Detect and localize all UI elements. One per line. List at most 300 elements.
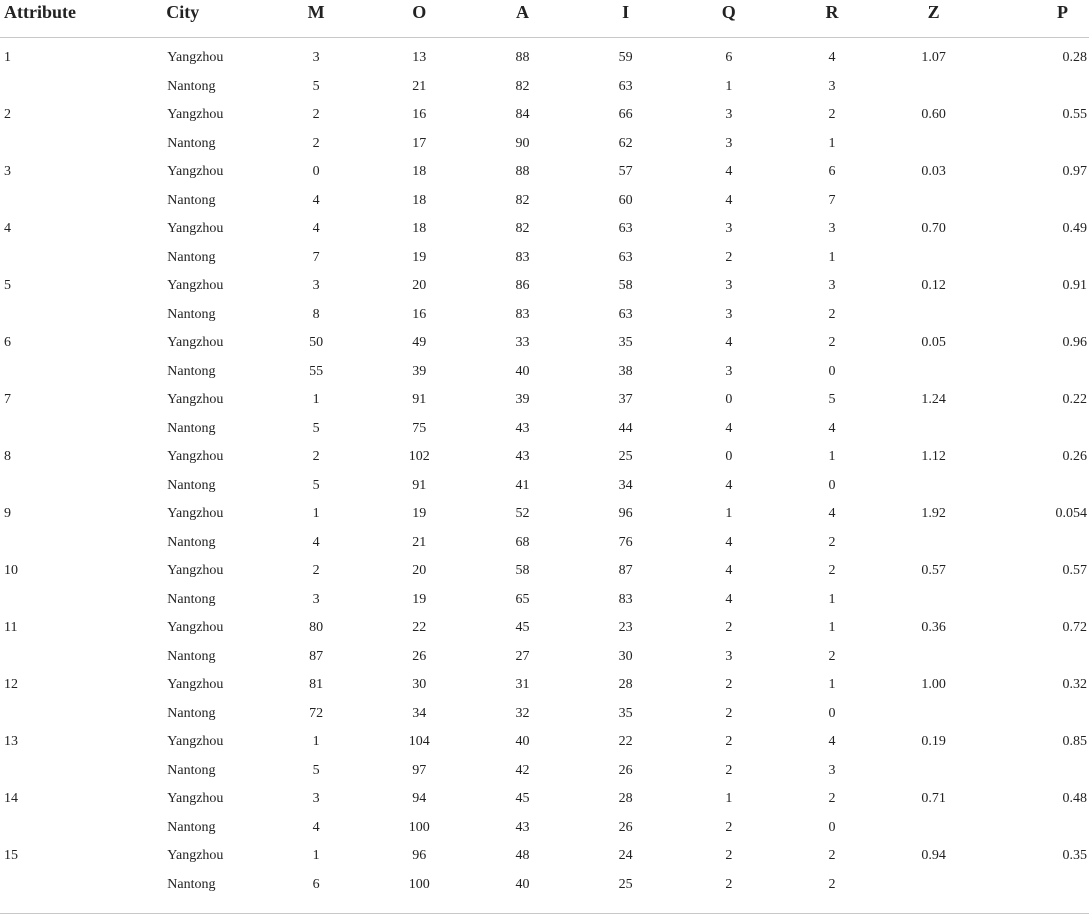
cell-r: 1 (828, 135, 836, 151)
cell-attribute: 14 (4, 791, 18, 806)
cell-attribute (0, 814, 164, 843)
cell-city: Yangzhou (167, 50, 224, 65)
cell-p: 0.91 (1062, 278, 1087, 293)
cell-q: 2 (725, 705, 733, 721)
table-row (0, 643, 1089, 672)
cell-i: 59 (618, 50, 633, 65)
cell-m: 1 (312, 848, 320, 863)
cell-a: 68 (515, 534, 530, 550)
cell-q: 4 (725, 420, 733, 436)
table-row (0, 130, 1089, 159)
cell-attribute: 6 (4, 335, 11, 350)
cell-p (984, 244, 1089, 273)
cell-p (984, 586, 1089, 615)
cell-z (884, 529, 984, 558)
cell-q: 3 (725, 648, 733, 664)
cell-m: 3 (312, 591, 320, 607)
table-row (0, 73, 1089, 102)
cell-o: 97 (412, 762, 427, 778)
table-row (0, 187, 1089, 216)
cell-p: 0.48 (1062, 791, 1087, 806)
column-header-z: Z (884, 0, 984, 38)
cell-q: 3 (725, 135, 733, 151)
cell-o: 18 (412, 192, 427, 208)
cell-m: 50 (309, 335, 324, 350)
table-row (0, 44, 1089, 73)
cell-city: Yangzhou (167, 563, 224, 578)
cell-q: 1 (725, 506, 733, 521)
cell-p: 0.22 (1062, 392, 1087, 407)
cell-a: 33 (515, 335, 530, 350)
cell-a: 86 (515, 278, 530, 293)
cell-z (884, 244, 984, 273)
cell-r: 1 (828, 591, 836, 607)
cell-attribute (0, 301, 164, 330)
cell-i: 58 (618, 278, 633, 293)
cell-q: 2 (725, 819, 733, 835)
cell-p: 0.054 (1055, 506, 1087, 521)
cell-r: 4 (828, 734, 836, 749)
cell-city: Yangzhou (167, 677, 224, 692)
cell-o: 16 (412, 107, 427, 122)
cell-m: 1 (312, 506, 320, 521)
cell-p: 0.32 (1062, 677, 1087, 692)
cell-city: Yangzhou (167, 278, 224, 293)
cell-o: 26 (412, 648, 427, 664)
cell-r: 4 (828, 420, 836, 436)
cell-a: 40 (515, 734, 530, 749)
cell-m: 2 (312, 135, 320, 151)
cell-m: 2 (312, 563, 320, 578)
cell-r: 7 (828, 192, 836, 208)
cell-m: 5 (312, 762, 320, 778)
cell-p (984, 301, 1089, 330)
cell-i: 57 (618, 164, 633, 179)
table-row (0, 700, 1089, 729)
cell-i: 63 (618, 221, 633, 236)
cell-z (884, 187, 984, 216)
cell-p: 0.97 (1062, 164, 1087, 179)
cell-q: 1 (725, 78, 733, 94)
cell-z (884, 472, 984, 501)
cell-z: 0.70 (921, 221, 946, 236)
cell-i: 60 (618, 192, 633, 208)
column-header-p: P (984, 0, 1089, 38)
cell-attribute: 1 (4, 50, 11, 65)
cell-city: Nantong (167, 591, 216, 607)
cell-r: 5 (828, 392, 836, 407)
cell-attribute (0, 700, 164, 729)
cell-z: 0.60 (921, 107, 946, 122)
cell-z (884, 73, 984, 102)
table-row (0, 671, 1089, 700)
cell-a: 31 (515, 677, 530, 692)
cell-z: 0.05 (921, 335, 946, 350)
cell-i: 34 (618, 477, 633, 493)
cell-city: Nantong (167, 648, 216, 664)
table-row (0, 301, 1089, 330)
cell-o: 49 (412, 335, 427, 350)
table-row (0, 814, 1089, 843)
cell-i: 87 (618, 563, 633, 578)
cell-o: 19 (412, 506, 427, 521)
cell-m: 72 (309, 705, 324, 721)
cell-m: 81 (309, 677, 324, 692)
cell-z: 1.24 (921, 392, 946, 407)
table-row (0, 842, 1089, 871)
cell-q: 4 (725, 164, 733, 179)
cell-m: 87 (309, 648, 324, 664)
cell-a: 52 (515, 506, 530, 521)
cell-z: 0.12 (921, 278, 946, 293)
cell-city: Yangzhou (167, 848, 224, 863)
cell-attribute: 11 (4, 620, 18, 635)
table-row (0, 785, 1089, 814)
cell-q: 2 (725, 848, 733, 863)
cell-p (984, 814, 1089, 843)
cell-p (984, 187, 1089, 216)
cell-i: 63 (618, 306, 633, 322)
cell-i: 76 (618, 534, 633, 550)
cell-z (884, 643, 984, 672)
cell-p: 0.28 (1062, 50, 1087, 65)
cell-city: Nantong (167, 135, 216, 151)
cell-q: 1 (725, 791, 733, 806)
cell-o: 19 (412, 249, 427, 265)
cell-a: 41 (515, 477, 530, 493)
column-header-o: O (368, 0, 471, 38)
cell-m: 6 (312, 876, 320, 892)
cell-m: 7 (312, 249, 320, 265)
cell-i: 26 (618, 762, 633, 778)
cell-attribute: 12 (4, 677, 18, 692)
cell-attribute (0, 643, 164, 672)
cell-i: 96 (618, 506, 633, 521)
table-row (0, 415, 1089, 444)
cell-q: 2 (725, 762, 733, 778)
cell-o: 21 (412, 534, 427, 550)
cell-i: 63 (618, 78, 633, 94)
cell-a: 45 (515, 620, 530, 635)
cell-p: 0.35 (1062, 848, 1087, 863)
cell-attribute: 2 (4, 107, 11, 122)
cell-z (884, 415, 984, 444)
table-row (0, 443, 1089, 472)
table-row (0, 158, 1089, 187)
cell-a: 32 (515, 705, 530, 721)
cell-city: Yangzhou (167, 791, 224, 806)
cell-city: Nantong (167, 249, 216, 265)
cell-z: 0.94 (921, 848, 946, 863)
table-bottom-rule (0, 913, 1089, 914)
cell-p (984, 643, 1089, 672)
cell-o: 30 (412, 677, 427, 692)
table-row (0, 586, 1089, 615)
cell-q: 2 (725, 677, 733, 692)
cell-a: 48 (515, 848, 530, 863)
cell-r: 3 (828, 762, 836, 778)
cell-m: 8 (312, 306, 320, 322)
cell-a: 83 (515, 249, 530, 265)
cell-a: 90 (515, 135, 530, 151)
cell-city: Yangzhou (167, 164, 224, 179)
cell-attribute (0, 757, 164, 786)
cell-attribute: 4 (4, 221, 11, 236)
cell-a: 40 (515, 876, 530, 892)
cell-r: 4 (828, 50, 836, 65)
cell-m: 55 (309, 363, 324, 379)
table-row (0, 272, 1089, 301)
cell-p (984, 358, 1089, 387)
cell-city: Nantong (167, 762, 216, 778)
cell-q: 3 (725, 278, 733, 293)
cell-r: 0 (828, 705, 836, 721)
cell-z (884, 757, 984, 786)
cell-z: 1.00 (921, 677, 946, 692)
cell-p (984, 130, 1089, 159)
cell-attribute (0, 586, 164, 615)
cell-r: 3 (828, 221, 836, 236)
cell-p: 0.49 (1062, 221, 1087, 236)
cell-a: 58 (515, 563, 530, 578)
cell-q: 4 (725, 534, 733, 550)
cell-a: 43 (515, 420, 530, 436)
cell-r: 3 (828, 78, 836, 94)
cell-attribute: 9 (4, 506, 11, 521)
cell-o: 39 (412, 363, 427, 379)
cell-attribute: 3 (4, 164, 11, 179)
table-row (0, 871, 1089, 900)
cell-p: 0.72 (1062, 620, 1087, 635)
cell-m: 0 (312, 164, 320, 179)
cell-p: 0.26 (1062, 449, 1087, 464)
cell-i: 23 (618, 620, 633, 635)
cell-r: 0 (828, 819, 836, 835)
cell-z (884, 871, 984, 900)
cell-r: 2 (828, 563, 836, 578)
cell-attribute (0, 244, 164, 273)
cell-q: 3 (725, 107, 733, 122)
cell-o: 20 (412, 563, 427, 578)
cell-attribute: 7 (4, 392, 11, 407)
cell-p (984, 73, 1089, 102)
cell-m: 4 (312, 819, 320, 835)
table-row (0, 500, 1089, 529)
cell-q: 4 (725, 563, 733, 578)
cell-z: 0.36 (921, 620, 946, 635)
cell-r: 6 (828, 164, 836, 179)
table-row (0, 386, 1089, 415)
cell-q: 3 (725, 306, 733, 322)
cell-i: 24 (618, 848, 633, 863)
table-row (0, 215, 1089, 244)
cell-o: 104 (408, 734, 430, 749)
cell-i: 25 (618, 876, 633, 892)
cell-m: 80 (309, 620, 324, 635)
cell-a: 39 (515, 392, 530, 407)
cell-city: Nantong (167, 420, 216, 436)
cell-r: 2 (828, 648, 836, 664)
cell-m: 4 (312, 221, 320, 236)
cell-i: 63 (618, 249, 633, 265)
cell-o: 13 (412, 50, 427, 65)
cell-o: 21 (412, 78, 427, 94)
cell-a: 84 (515, 107, 530, 122)
table-row (0, 757, 1089, 786)
cell-a: 88 (515, 164, 530, 179)
cell-r: 2 (828, 791, 836, 806)
table-row (0, 728, 1089, 757)
cell-a: 82 (515, 78, 530, 94)
column-header-q: Q (677, 0, 780, 38)
cell-o: 19 (412, 591, 427, 607)
cell-a: 40 (515, 363, 530, 379)
cell-i: 83 (618, 591, 633, 607)
cell-m: 1 (312, 734, 320, 749)
cell-z (884, 586, 984, 615)
table-row (0, 244, 1089, 273)
cell-i: 37 (618, 392, 633, 407)
cell-a: 82 (515, 192, 530, 208)
cell-r: 2 (828, 876, 836, 892)
cell-city: Nantong (167, 477, 216, 493)
cell-i: 30 (618, 648, 633, 664)
cell-i: 35 (618, 705, 633, 721)
cell-z (884, 814, 984, 843)
cell-a: 43 (515, 819, 530, 835)
cell-attribute (0, 358, 164, 387)
cell-p: 0.55 (1062, 107, 1087, 122)
cell-r: 2 (828, 306, 836, 322)
cell-attribute (0, 187, 164, 216)
cell-q: 2 (725, 620, 733, 635)
cell-q: 3 (725, 363, 733, 379)
cell-r: 3 (828, 278, 836, 293)
cell-city: Yangzhou (167, 449, 224, 464)
cell-i: 22 (618, 734, 633, 749)
cell-z (884, 130, 984, 159)
cell-a: 65 (515, 591, 530, 607)
column-header-i: I (574, 0, 677, 38)
cell-m: 4 (312, 192, 320, 208)
cell-q: 6 (725, 50, 733, 65)
cell-q: 4 (725, 192, 733, 208)
cell-z: 0.19 (921, 734, 946, 749)
cell-o: 100 (408, 876, 430, 892)
cell-city: Nantong (167, 192, 216, 208)
cell-city: Yangzhou (167, 392, 224, 407)
cell-attribute (0, 472, 164, 501)
cell-r: 2 (828, 534, 836, 550)
cell-q: 0 (725, 449, 733, 464)
cell-o: 18 (412, 221, 427, 236)
cell-o: 22 (412, 620, 427, 635)
cell-a: 42 (515, 762, 530, 778)
cell-r: 1 (828, 620, 836, 635)
cell-p (984, 757, 1089, 786)
cell-attribute (0, 73, 164, 102)
cell-attribute (0, 529, 164, 558)
cell-m: 5 (312, 420, 320, 436)
column-header-city: City (164, 0, 264, 38)
cell-city: Yangzhou (167, 221, 224, 236)
column-header-r: R (780, 0, 883, 38)
cell-z (884, 358, 984, 387)
cell-o: 75 (412, 420, 427, 436)
cell-city: Nantong (167, 876, 216, 892)
cell-r: 0 (828, 363, 836, 379)
cell-i: 25 (618, 449, 633, 464)
cell-o: 94 (412, 791, 427, 806)
cell-city: Yangzhou (167, 506, 224, 521)
table-header (0, 0, 1089, 44)
cell-m: 2 (312, 107, 320, 122)
cell-r: 1 (828, 249, 836, 265)
cell-r: 4 (828, 506, 836, 521)
cell-p (984, 415, 1089, 444)
cell-z: 1.92 (921, 506, 946, 521)
cell-q: 4 (725, 477, 733, 493)
cell-o: 100 (408, 819, 430, 835)
cell-z: 0.03 (921, 164, 946, 179)
cell-r: 1 (828, 449, 836, 464)
cell-attribute: 10 (4, 563, 18, 578)
cell-city: Nantong (167, 306, 216, 322)
cell-i: 38 (618, 363, 633, 379)
cell-a: 43 (515, 449, 530, 464)
cell-z: 1.07 (921, 50, 946, 65)
cell-attribute: 13 (4, 734, 18, 749)
cell-city: Yangzhou (167, 620, 224, 635)
cell-p (984, 871, 1089, 900)
cell-city: Yangzhou (167, 734, 224, 749)
table-row (0, 557, 1089, 586)
table-row (0, 329, 1089, 358)
cell-p: 0.57 (1062, 563, 1087, 578)
cell-o: 34 (412, 705, 427, 721)
cell-attribute (0, 871, 164, 900)
column-header-a: A (471, 0, 574, 38)
cell-m: 2 (312, 449, 320, 464)
cell-a: 82 (515, 221, 530, 236)
cell-attribute: 5 (4, 278, 11, 293)
cell-z: 0.57 (921, 563, 946, 578)
cell-a: 83 (515, 306, 530, 322)
cell-m: 5 (312, 477, 320, 493)
cell-city: Nantong (167, 819, 216, 835)
cell-p: 0.85 (1062, 734, 1087, 749)
cell-r: 2 (828, 107, 836, 122)
cell-city: Nantong (167, 534, 216, 550)
cell-attribute (0, 415, 164, 444)
cell-p: 0.96 (1062, 335, 1087, 350)
column-header-m: M (264, 0, 367, 38)
table-body (0, 44, 1089, 899)
cell-o: 18 (412, 164, 427, 179)
cell-i: 35 (618, 335, 633, 350)
cell-r: 2 (828, 335, 836, 350)
cell-i: 28 (618, 791, 633, 806)
cell-z (884, 700, 984, 729)
cell-z: 0.71 (921, 791, 946, 806)
cell-r: 0 (828, 477, 836, 493)
cell-i: 26 (618, 819, 633, 835)
cell-q: 2 (725, 876, 733, 892)
cell-city: Nantong (167, 705, 216, 721)
table-row (0, 614, 1089, 643)
cell-i: 66 (618, 107, 633, 122)
cell-p (984, 700, 1089, 729)
